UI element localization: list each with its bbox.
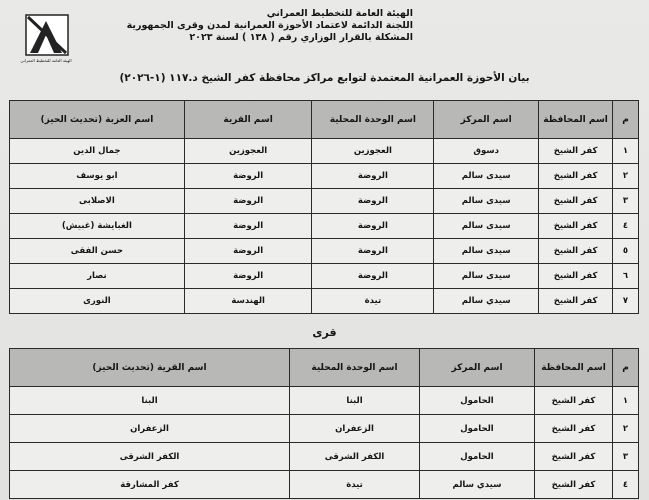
cell-village: الكفر الشرقى xyxy=(10,443,290,471)
cell-number: ٣ xyxy=(613,443,639,471)
cell-local-unit: البنا xyxy=(290,387,420,415)
cell-hamlet: الغبايشة (غبيش) xyxy=(10,214,185,239)
cell-village: كفر المشارقة xyxy=(10,471,290,499)
logo-caption: الهيئة العامة للتخطيط العمراني xyxy=(20,58,72,63)
column-header-governorate: اسم المحافظة xyxy=(535,349,613,387)
issuer-header xyxy=(127,8,413,44)
cell-center: الحامول xyxy=(420,443,535,471)
cell-governorate: كفر الشيخ xyxy=(535,443,613,471)
cell-governorate: كفر الشيخ xyxy=(535,387,613,415)
header-line-committee: اللجنة الدائمة لاعتماد الأحوزة العمرانية لمدن وقرى الجمهورية xyxy=(126,20,413,31)
cell-number: ٧ xyxy=(613,289,639,314)
cell-local-unit: الروضة xyxy=(312,239,434,264)
villages-table xyxy=(9,348,639,499)
cell-village: الروضة xyxy=(184,189,312,214)
column-header-local-unit: اسم الوحدة المحلية xyxy=(290,349,420,387)
cell-number: ٣ xyxy=(613,189,639,214)
table-row xyxy=(10,471,639,499)
gopp-logo-icon xyxy=(18,10,74,64)
table-row xyxy=(10,239,639,264)
cell-governorate: كفر الشيخ xyxy=(539,189,613,214)
cell-center: سيدى سالم xyxy=(434,189,539,214)
cell-governorate: كفر الشيخ xyxy=(539,289,613,314)
cell-village: الروضة xyxy=(184,239,312,264)
cell-center: الحامول xyxy=(420,415,535,443)
cell-number: ١ xyxy=(613,387,639,415)
table-row xyxy=(10,264,639,289)
cell-number: ١ xyxy=(613,139,639,164)
table-row xyxy=(10,164,639,189)
cell-center: دسوق xyxy=(434,139,539,164)
cell-village: الهندسة xyxy=(184,289,312,314)
cell-village: العجوزين xyxy=(184,139,312,164)
cell-center: الحامول xyxy=(420,387,535,415)
cell-local-unit: الزعفران xyxy=(290,415,420,443)
cell-hamlet: الاصلابى xyxy=(10,189,185,214)
cell-local-unit: الروضة xyxy=(312,164,434,189)
cell-local-unit: العجوزين xyxy=(312,139,434,164)
cell-number: ٢ xyxy=(613,415,639,443)
cell-local-unit: الروضة xyxy=(312,264,434,289)
cell-governorate: كفر الشيخ xyxy=(539,164,613,189)
cell-hamlet: جمال الدين xyxy=(10,139,185,164)
cell-number: ٤ xyxy=(613,214,639,239)
header-line-decree: المشكلة بالقرار الوزاري رقم ( ١٣٨ ) لسنة ٢٠٢٣ xyxy=(189,32,413,43)
villages-section-label: قرى xyxy=(312,326,337,339)
column-header-center: اسم المركز xyxy=(434,101,539,139)
table-header-row xyxy=(10,101,639,139)
cell-local-unit: تيدة xyxy=(290,471,420,499)
cell-center: سيدى سالم xyxy=(434,264,539,289)
hamlets-table xyxy=(9,100,639,314)
table-row xyxy=(10,189,639,214)
column-header-number: م xyxy=(613,349,639,387)
cell-hamlet: النورى xyxy=(10,289,185,314)
cell-local-unit: الروضة xyxy=(312,189,434,214)
cell-governorate: كفر الشيخ xyxy=(535,415,613,443)
cell-center: سيدى سالم xyxy=(434,239,539,264)
cell-governorate: كفر الشيخ xyxy=(539,214,613,239)
document-title: بيان الأحوزة العمرانية المعتمدة لتوابع مراكز محافظة كفر الشيخ د.١١٧ (١-٢٠٢٦) xyxy=(119,72,530,84)
column-header-number: م xyxy=(613,101,639,139)
table-row xyxy=(10,443,639,471)
table-row xyxy=(10,214,639,239)
cell-local-unit: تيدة xyxy=(312,289,434,314)
cell-village: الروضة xyxy=(184,214,312,239)
cell-number: ٢ xyxy=(613,164,639,189)
cell-local-unit: الكفر الشرقى xyxy=(290,443,420,471)
column-header-village: اسم القرية xyxy=(184,101,312,139)
table-row xyxy=(10,387,639,415)
cell-hamlet: نصار xyxy=(10,264,185,289)
cell-governorate: كفر الشيخ xyxy=(539,139,613,164)
cell-village: البنا xyxy=(10,387,290,415)
cell-number: ٦ xyxy=(613,264,639,289)
cell-center: سيدى سالم xyxy=(434,164,539,189)
cell-hamlet: حسن الفقى xyxy=(10,239,185,264)
column-header-local-unit: اسم الوحدة المحلية xyxy=(312,101,434,139)
cell-governorate: كفر الشيخ xyxy=(539,239,613,264)
cell-governorate: كفر الشيخ xyxy=(535,471,613,499)
header-line-authority: الهيئة العامة للتخطيط العمراني xyxy=(266,8,413,19)
cell-village: الروضة xyxy=(184,264,312,289)
table-row xyxy=(10,415,639,443)
table-row xyxy=(10,139,639,164)
cell-center: سيدي سالم xyxy=(434,289,539,314)
cell-local-unit: الروضة xyxy=(312,214,434,239)
column-header-center: اسم المركز xyxy=(420,349,535,387)
cell-center: سيدي سالم xyxy=(420,471,535,499)
column-header-hamlet: اسم العزبة (تحديث الحيز) xyxy=(10,101,185,139)
cell-center: سيدى سالم xyxy=(434,214,539,239)
cell-number: ٤ xyxy=(613,471,639,499)
cell-number: ٥ xyxy=(613,239,639,264)
cell-governorate: كفر الشيخ xyxy=(539,264,613,289)
table-row xyxy=(10,289,639,314)
table-header-row xyxy=(10,349,639,387)
column-header-village: اسم القرية (تحديث الحيز) xyxy=(10,349,290,387)
cell-village: الزعفران xyxy=(10,415,290,443)
cell-village: الروضة xyxy=(184,164,312,189)
cell-hamlet: ابو يوسف xyxy=(10,164,185,189)
column-header-governorate: اسم المحافظة xyxy=(539,101,613,139)
